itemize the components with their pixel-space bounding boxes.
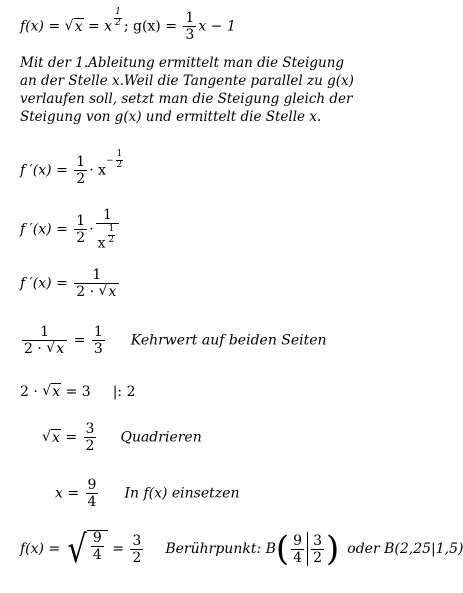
derivative-step-3: f ′(x) = $\frac{1}{2 \cdot √ x}$ <box>20 268 121 299</box>
annotation-reciprocal: Kehrwert auf beiden Seiten <box>130 332 327 349</box>
explanation-text <box>20 54 354 126</box>
function-definitions: f(x) = √ x = x $^{\frac{1}{2}}$ ; g(x) = $\frac{1}{3}$ x − 1 <box>20 8 236 42</box>
f-label: f(x) = <box>20 18 65 35</box>
big-sqrt: √ $\frac{9}{4}$ <box>65 530 108 568</box>
tangent-point-decimal: oder B(2,25|1,5) <box>347 541 463 557</box>
explanation-line: Steigung von g(x) und ermittelt die Stelle x. <box>20 109 322 125</box>
explanation-line: verlaufen soll, setzt man die Steigung gleich der <box>20 91 353 107</box>
equation-divide: 2 · √ x = 3 |: 2 <box>20 384 136 400</box>
sqrt-x: √ x <box>65 19 84 35</box>
exponent-half: 1 2 <box>115 7 121 28</box>
explanation-line: Mit der 1.Ableitung ermittelt man die Steigung <box>20 55 345 71</box>
equation-solution-x: x = $\frac{9}{4}$ In f(x) einsetzen <box>55 477 240 510</box>
fraction-one-third: $\frac{1}{3}$ <box>185 10 195 43</box>
derivative-step-2: f ′(x) = $\frac{1}{2}$ · 1 x $^{\frac{1}{2}}$ <box>20 208 121 251</box>
explanation-line: an der Stelle x.Weil die Tangente parallel zu g(x) <box>20 73 354 89</box>
equation-reciprocal: $\frac{1}{2 \cdot √ x}$ = $\frac{1}{3}$ Kehrwert auf beiden Seiten <box>20 325 327 356</box>
derivative-step-1: f ′(x) = $\frac{1}{2}$ · $x^{- \frac{1}{2}}$ <box>20 149 123 187</box>
equation-square: √ x = $\frac{3}{2}$ Quadrieren <box>42 422 202 453</box>
tangent-point-label: Berührpunkt: B <box>165 541 276 557</box>
annotation-divide: |: 2 <box>112 384 136 400</box>
final-result: f(x) = √ $\frac{9}{4}$ = $\frac{3}{2}$ Berührpunkt: B( $\frac{9}{4}$ $\frac{3}{2}$ ) oder B(2,25|1,5) <box>20 527 463 571</box>
annotation-substitute: In f(x) einsetzen <box>124 485 240 502</box>
annotation-square: Quadrieren <box>120 429 202 446</box>
